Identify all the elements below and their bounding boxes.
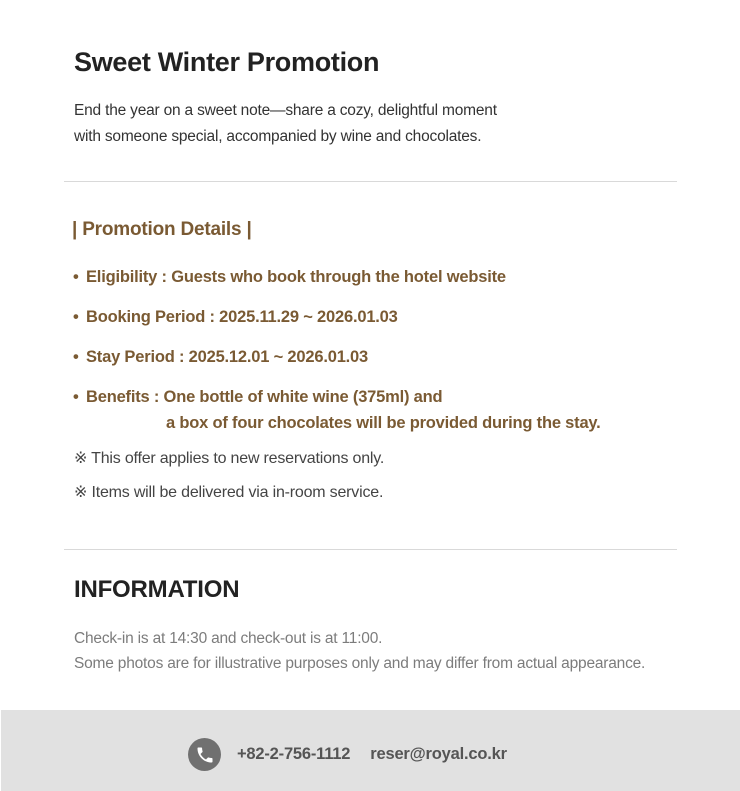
promotion-intro bbox=[74, 98, 674, 150]
contact-footer bbox=[1, 710, 740, 791]
information-heading: INFORMATION bbox=[74, 576, 240, 603]
detail-benefits bbox=[72, 384, 692, 436]
details-heading: | Promotion Details | bbox=[72, 219, 252, 240]
promotion-details bbox=[72, 216, 692, 514]
phone-icon bbox=[188, 738, 221, 771]
contact-info bbox=[188, 738, 507, 771]
detail-eligibility bbox=[72, 264, 692, 290]
detail-text-continuation: a box of four chocolates will be provided during the stay. bbox=[166, 414, 601, 432]
promotion-title: Sweet Winter Promotion bbox=[74, 47, 380, 77]
note: ※ This offer applies to new reservations only. bbox=[74, 450, 385, 467]
detail-text: Benefits : One bottle of white wine (375ml) and bbox=[86, 388, 443, 406]
information-line: Some photos are for illustrative purposes only and may differ from actual appearance. bbox=[74, 655, 646, 672]
note: ※ Items will be delivered via in-room service. bbox=[74, 484, 384, 501]
information-lines bbox=[74, 626, 714, 676]
intro-line: End the year on a sweet note—share a cozy, delightful moment bbox=[74, 102, 497, 119]
notes bbox=[72, 446, 692, 506]
phone-number-link[interactable]: +82-2-756-1112 bbox=[237, 745, 351, 763]
section-divider bbox=[64, 181, 677, 182]
detail-stay-period bbox=[72, 344, 692, 370]
details-list bbox=[72, 264, 692, 436]
detail-text: Eligibility : Guests who book through the hotel website bbox=[86, 268, 506, 286]
promotion-header bbox=[74, 44, 674, 150]
information-line: Check-in is at 14:30 and check-out is at 11:00. bbox=[74, 630, 383, 647]
intro-line: with someone special, accompanied by wine and chocolates. bbox=[74, 128, 482, 145]
email-link[interactable]: reser@royal.co.kr bbox=[370, 745, 507, 763]
detail-text: Booking Period : 2025.11.29 ~ 2026.01.03 bbox=[86, 308, 398, 326]
section-divider bbox=[64, 549, 677, 550]
detail-booking-period bbox=[72, 304, 692, 330]
information-section bbox=[74, 574, 714, 676]
detail-text: Stay Period : 2025.12.01 ~ 2026.01.03 bbox=[86, 348, 369, 366]
